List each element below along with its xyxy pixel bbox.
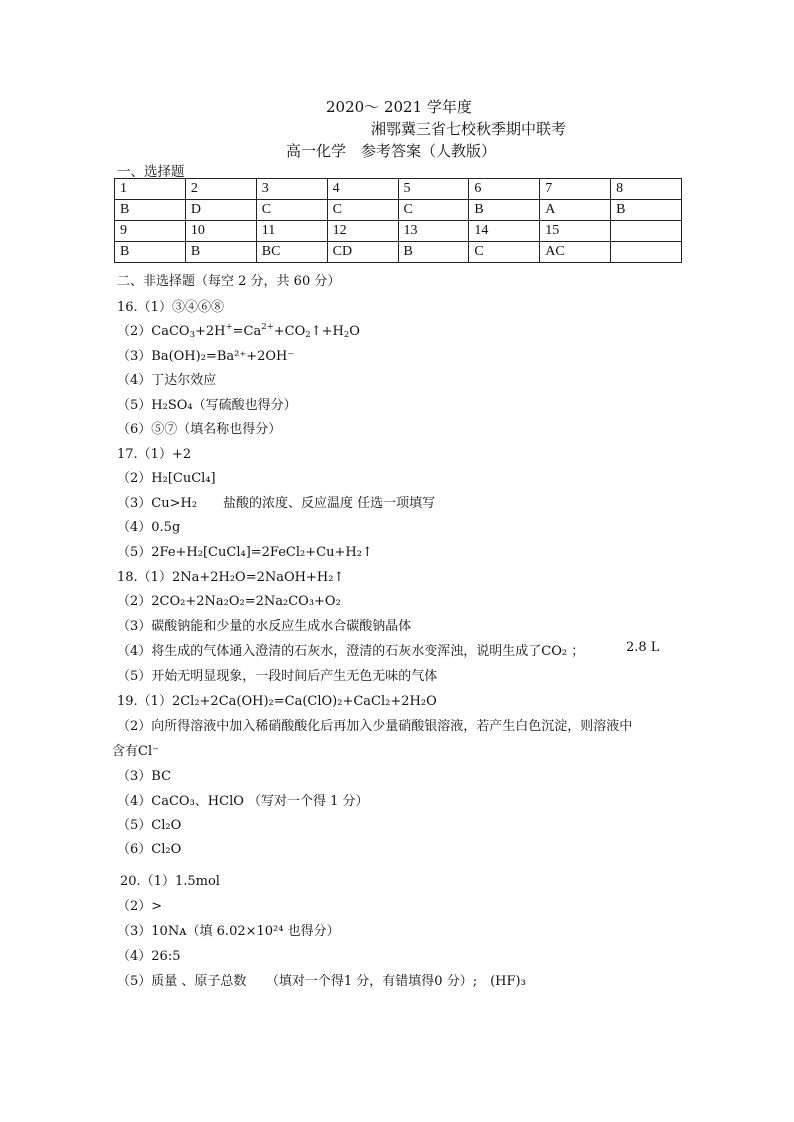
q16-answer-2: $(2)CaCO_3+2H^+=Ca^{2+}+CO_2↑+H_2O$ xyxy=(117,322,360,340)
table-cell: B xyxy=(115,200,186,221)
table-cell: CD xyxy=(327,242,398,263)
q19-answer-2: （2）向所得溶液中加入稀硝酸酸化后再加入少量硝酸银溶液，若产生白色沉淀，则溶液中 xyxy=(117,719,633,734)
table-cell: 8 xyxy=(611,179,682,200)
table-cell: B xyxy=(469,200,540,221)
table-cell: 5 xyxy=(398,179,469,200)
q19-answer-1: 19.（1）2Cl₂+2Ca(OH)₂=Ca(ClO)₂+CaCl₂+2H₂O xyxy=(117,694,437,709)
table-cell: 14 xyxy=(469,221,540,242)
table-cell: A xyxy=(540,200,611,221)
q16-answer-5: （5）H₂SO₄（写硫酸也得分） xyxy=(117,398,297,413)
page-title: 高一化学 参考答案（人教版） xyxy=(286,142,497,160)
q20-answer-2: （2）> xyxy=(117,899,163,914)
table-cell: 3 xyxy=(256,179,327,200)
table-cell: B xyxy=(115,242,186,263)
table-cell: B xyxy=(398,242,469,263)
section-nonchoice-title: 二、非选择题（每空 2 分，共 60 分） xyxy=(117,274,341,289)
table-cell: 9 xyxy=(115,221,186,242)
q19-answer-2-cont: 含有Cl⁻ xyxy=(112,744,159,759)
answer-table xyxy=(114,178,682,263)
table-cell: D xyxy=(185,200,256,221)
q16-answer-6: （6）⑤⑦（填名称也得分） xyxy=(117,422,282,437)
table-cell: 10 xyxy=(185,221,256,242)
q19-answer-6: （6）Cl₂O xyxy=(117,842,182,857)
q20-answer-4: （4）26:5 xyxy=(117,949,181,964)
table-cell: 7 xyxy=(540,179,611,200)
q20-answer-5: （5）质量 、原子总数 （填对一个得1 分，有错填得0 分）; (HF)₃ xyxy=(117,974,526,989)
table-cell xyxy=(611,221,682,242)
table-cell xyxy=(611,242,682,263)
q17-answer-3: （3）Cu>H₂ 盐酸的浓度、反应温度 任选一项填写 xyxy=(117,496,436,511)
q17-answer-5: （5）2Fe+H₂[CuCl₄]=2FeCl₂+Cu+H₂↑ xyxy=(117,545,373,560)
q20-answer-3: （3）10Nᴀ（填 6.02×10²⁴ 也得分） xyxy=(117,924,340,939)
table-cell: 1 xyxy=(115,179,186,200)
q16-answer-4: （4）丁达尔效应 xyxy=(117,373,217,388)
table-cell: C xyxy=(256,200,327,221)
section-choice-title: 一、选择题 xyxy=(117,164,185,180)
q20-answer-1: 20.（1）1.5mol xyxy=(120,874,220,889)
q18-answer-2: （2）2CO₂+2Na₂O₂=2Na₂CO₃+O₂ xyxy=(117,594,341,609)
table-cell: 11 xyxy=(256,221,327,242)
q18-answer-1: 18.（1）2Na+2H₂O=2NaOH+H₂↑ xyxy=(117,570,345,585)
q17-answer-1: 17.（1）+2 xyxy=(117,447,192,462)
table-row xyxy=(115,200,682,221)
table-cell: 13 xyxy=(398,221,469,242)
table-cell: AC xyxy=(540,242,611,263)
table-row xyxy=(115,242,682,263)
table-cell: B xyxy=(611,200,682,221)
q18-answer-3: （3）碳酸钠能和少量的水反应生成水合碳酸钠晶体 xyxy=(117,619,412,634)
table-cell: B xyxy=(185,242,256,263)
q16-answer-1: 16.（1）③④⑥⑧ xyxy=(117,300,224,315)
academic-year: 2020～ 2021 学年度 xyxy=(326,98,472,116)
q17-answer-2: （2）H₂[CuCl₄] xyxy=(117,471,216,486)
q18-answer-4: （4）将生成的气体通入澄清的石灰水，澄清的石灰水变浑浊，说明生成了CO₂ ； xyxy=(117,644,585,659)
q18-answer-4-volume: 2.8 L xyxy=(626,640,660,655)
table-row xyxy=(115,179,682,200)
table-cell: C xyxy=(398,200,469,221)
exam-name: 湘鄂冀三省七校秋季期中联考 xyxy=(371,120,567,138)
q19-answer-3: （3）BC xyxy=(117,769,172,784)
q17-answer-4: （4）0.5g xyxy=(117,520,181,535)
q16-answer-3: （3）Ba(OH)₂=Ba²⁺+2OH⁻ xyxy=(117,349,295,364)
table-cell: 15 xyxy=(540,221,611,242)
table-cell: C xyxy=(327,200,398,221)
table-cell: 2 xyxy=(185,179,256,200)
table-cell: C xyxy=(469,242,540,263)
q19-answer-5: （5）Cl₂O xyxy=(117,818,182,833)
q18-answer-5: （5）开始无明显现象，一段时间后产生无色无味的气体 xyxy=(117,669,438,684)
q19-answer-4: （4）CaCO₃、HClO （写对一个得 1 分） xyxy=(117,794,369,809)
table-cell: 12 xyxy=(327,221,398,242)
table-row xyxy=(115,221,682,242)
table-cell: 6 xyxy=(469,179,540,200)
table-cell: BC xyxy=(256,242,327,263)
table-cell: 4 xyxy=(327,179,398,200)
